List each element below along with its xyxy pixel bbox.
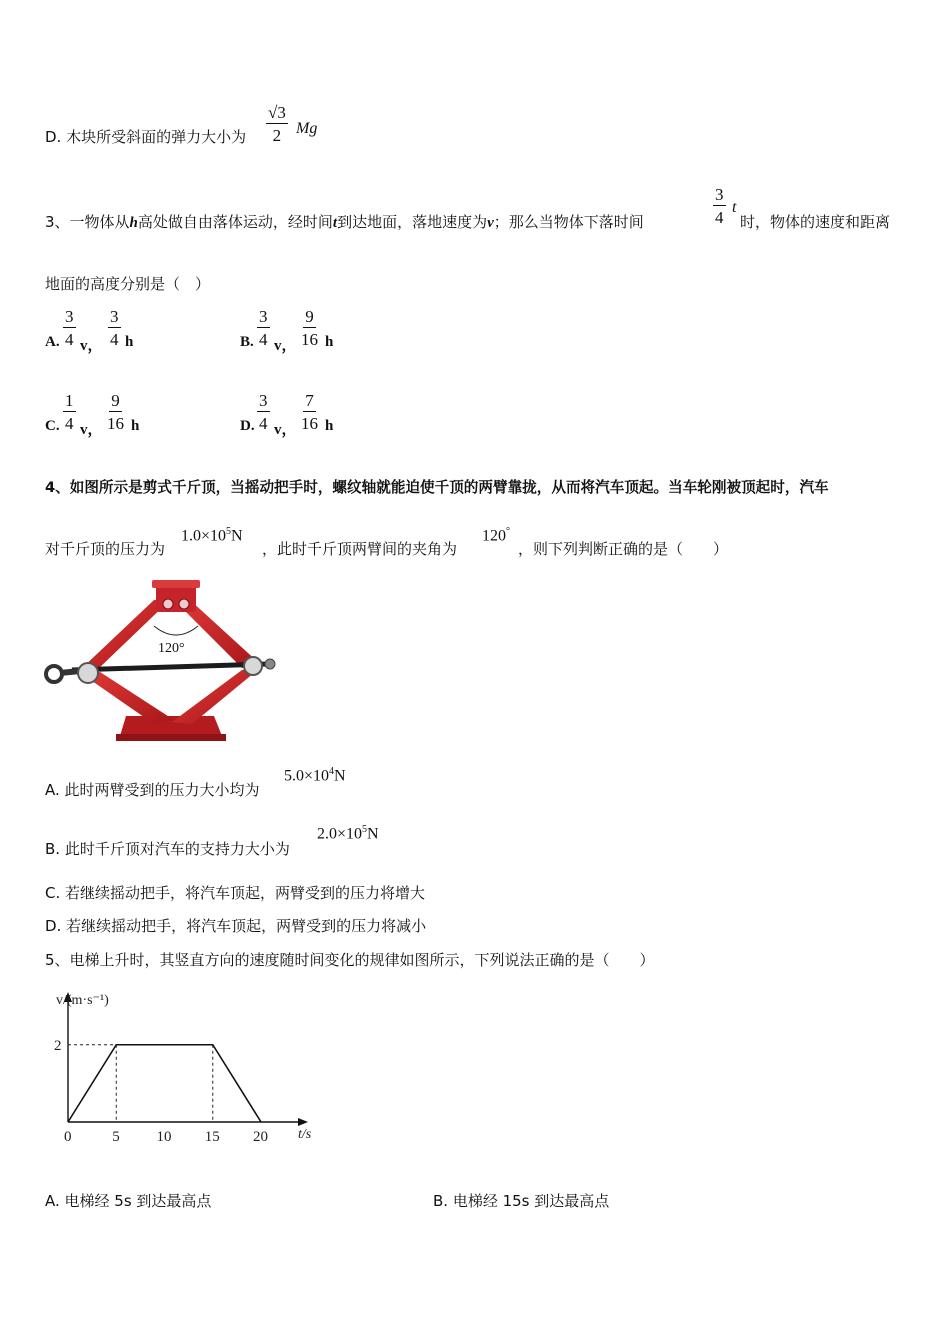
q4-force-base: 1.0×10 [181, 527, 227, 545]
q3-option-c-label: C. [45, 418, 60, 434]
frac-num: 3 [65, 307, 74, 326]
q4-option-a[interactable] [45, 779, 260, 800]
q3-time-den: 4 [715, 208, 724, 227]
q4-option-a-unit: N [334, 767, 346, 785]
q3-option-b-frac1 [257, 308, 270, 348]
q4-option-b-unit: N [367, 825, 379, 843]
q3-option-b-label: B. [240, 334, 254, 350]
jack-handle-shaft [60, 671, 80, 673]
q3-option-a-frac1 [63, 308, 76, 348]
q4-option-a-base: 5.0×10 [284, 767, 330, 785]
q2-option-d [45, 126, 246, 147]
q3-option-a-unit1: v， [80, 338, 103, 354]
q3-stem-part-c: 到达地面，落地速度为 [337, 213, 488, 231]
q3-option-a-frac2 [108, 308, 121, 348]
q3-stem-part-e: 时，物体的速度和距离 [740, 213, 891, 231]
q3-var-t: t [332, 215, 338, 231]
frac-den: 16 [107, 414, 124, 433]
x-tick-label: 0 [64, 1129, 72, 1145]
q3-stem-part-d: ；那么当物体下落时间 [493, 213, 644, 231]
q2-fraction-denominator: 2 [272, 126, 282, 145]
q3-stem-part-b: 高处做自由落体运动，经时间 [137, 213, 333, 231]
q3-option-c-unit1: v， [80, 422, 103, 438]
q3-option-d-frac1 [257, 392, 270, 432]
q3-option-c-frac2 [107, 392, 124, 432]
frac-num: 3 [259, 391, 268, 410]
frac-num: 9 [305, 307, 314, 326]
q3-option-c-unit2: h [131, 418, 140, 434]
q3-option-a-label: A. [45, 334, 60, 350]
jack-handle-eye [46, 666, 62, 682]
q4-stem-line2a: 对千斤顶的压力为 [45, 540, 166, 558]
q3-option-d-unit1: v， [274, 422, 297, 438]
q3-stem-line2: 地面的高度分别是（ ） [45, 275, 211, 293]
q2-option-d-tail: Mg [296, 120, 318, 137]
frac-den: 4 [259, 330, 268, 349]
q3-time-var: t [732, 199, 737, 216]
q4-angle-deg: ° [506, 526, 510, 537]
frac-num: 7 [305, 391, 314, 410]
q3-option-d-unit2: h [325, 418, 334, 434]
jack-top-pin-left [163, 599, 173, 609]
x-axis-label: t/s [298, 1127, 312, 1142]
q4-force-value [181, 526, 243, 545]
figure-angle-label: 120° [158, 641, 185, 656]
x-tick-label: 20 [253, 1129, 269, 1145]
q3-option-b-unit1: v， [274, 338, 297, 354]
jack-rod-end [265, 659, 275, 669]
jack-saddle-top [152, 580, 200, 588]
q4-option-d[interactable]: D. 若继续摇动把手，将汽车顶起，两臂受到的压力将减小 [45, 917, 427, 935]
frac-den: 16 [301, 414, 318, 433]
q4-option-b[interactable] [45, 838, 290, 859]
q3-var-v: v [487, 215, 494, 231]
q2-fraction-numerator: √3 [268, 103, 286, 122]
x-tick-label: 10 [156, 1129, 172, 1145]
q4-force-exp: 5 [226, 526, 232, 537]
q3-option-b-unit2: h [325, 334, 334, 350]
q4-stem-line2c-text: ，则下列判断正确的是（ ） [518, 540, 729, 558]
q4-force-unit: N [231, 527, 243, 545]
q3-stem-line1 [45, 211, 644, 232]
q4-option-a-text: A. 此时两臂受到的压力大小均为 [45, 781, 260, 799]
frac-den: 4 [65, 414, 74, 433]
jack-base-plate [116, 734, 226, 741]
q4-option-b-value [317, 824, 379, 843]
scissor-jack-figure [42, 578, 278, 750]
q4-option-b-text: B. 此时千斤顶对汽车的支持力大小为 [45, 840, 290, 858]
y-axis-label: v/(m·s⁻¹) [56, 993, 109, 1008]
frac-den: 4 [65, 330, 74, 349]
q4-angle-value [482, 526, 510, 545]
q3-var-h: h [129, 215, 138, 231]
q3-time-fraction [713, 186, 726, 226]
jack-pivot-left [78, 663, 98, 683]
q3-option-d-frac2 [301, 392, 318, 432]
q4-stem-line1: 4、如图所示是剪式千斤顶，当摇动把手时，螺纹轴就能迫使千顶的两臂靠拢，从而将汽车顶起。当车轮刚被顶起时，汽车 [45, 479, 829, 496]
angle-arc [154, 626, 198, 635]
q5-stem: 5、电梯上升时，其竖直方向的速度随时间变化的规律如图所示，下列说法正确的是（ ） [45, 951, 655, 969]
frac-num: 1 [65, 391, 74, 410]
q3-time-num: 3 [715, 185, 724, 204]
frac-num: 9 [111, 391, 120, 410]
q2-option-d-fraction [266, 104, 288, 144]
frac-den: 16 [301, 330, 318, 349]
velocity-time-chart [50, 984, 330, 1154]
x-tick-label: 5 [112, 1129, 120, 1145]
q4-option-a-value [284, 766, 346, 785]
frac-den: 4 [110, 330, 119, 349]
frac-num: 3 [259, 307, 268, 326]
q4-stem-line2b: ，此时千斤顶两臂间的夹角为 [262, 540, 458, 558]
q4-option-a-exp: 4 [329, 766, 335, 777]
x-axis-arrow [298, 1118, 308, 1126]
q5-option-a[interactable]: A. 电梯经 5s 到达最高点 [45, 1192, 212, 1210]
velocity-series-line [68, 1045, 261, 1122]
q3-option-c-frac1 [63, 392, 76, 432]
q4-option-b-base: 2.0×10 [317, 825, 363, 843]
q4-option-b-exp: 5 [362, 824, 368, 835]
q3-option-b-frac2 [301, 308, 318, 348]
q3-option-d-label: D. [240, 418, 255, 434]
q2-option-d-text: D. 木块所受斜面的弹力大小为 [45, 128, 247, 146]
y-tick-label: 2 [54, 1037, 62, 1054]
jack-arm-lower-right [172, 668, 260, 724]
jack-pivot-right [244, 657, 262, 675]
x-tick-label: 15 [204, 1129, 220, 1145]
frac-den: 4 [259, 414, 268, 433]
jack-top-pin-right [179, 599, 189, 609]
frac-num: 3 [110, 307, 119, 326]
q4-angle-number: 120 [482, 527, 506, 545]
q5-option-b[interactable]: B. 电梯经 15s 到达最高点 [433, 1192, 610, 1210]
q3-option-a-unit2: h [125, 334, 134, 350]
q3-stem-part-a: 3、一物体从 [45, 213, 130, 231]
q4-option-c[interactable]: C. 若继续摇动把手，将汽车顶起，两臂受到的压力将增大 [45, 884, 426, 902]
